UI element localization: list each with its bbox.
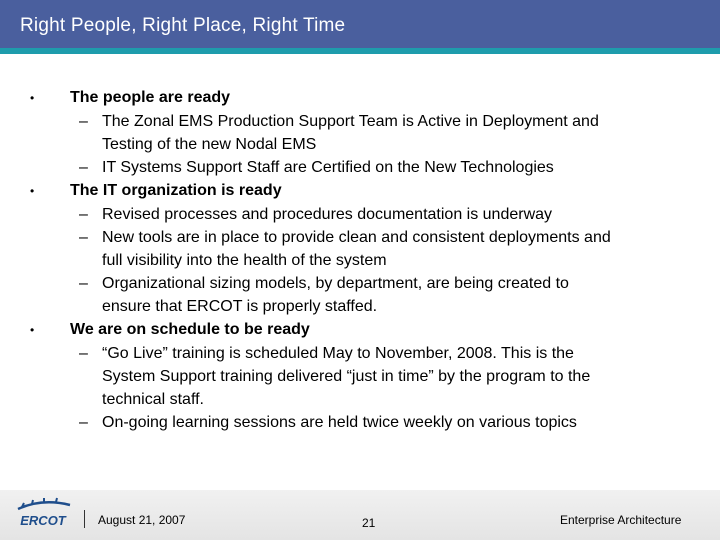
- sub-bullet-line: full visibility into the health of the system: [102, 252, 387, 269]
- sub-bullet: [79, 156, 692, 179]
- sub-bullet: [79, 226, 692, 272]
- footer-divider: [84, 510, 85, 528]
- slide-title: Right People, Right Place, Right Time: [20, 15, 346, 36]
- sub-bullet-line: technical staff.: [102, 391, 204, 408]
- title-accent-line: [0, 48, 720, 54]
- bullet-text: The IT organization is ready: [70, 182, 282, 199]
- sub-bullet-line: System Support training delivered “just in time” by the program to the: [102, 368, 591, 385]
- title-bar: [0, 0, 720, 48]
- bullet-1: [0, 86, 720, 110]
- slide-content: [0, 86, 720, 434]
- bullet-dot-icon: •: [30, 184, 35, 198]
- sub-bullet: [79, 342, 692, 411]
- sub-bullet: [79, 203, 692, 226]
- dash-icon: –: [79, 345, 88, 362]
- dash-icon: –: [79, 113, 88, 130]
- ercot-logo: [12, 496, 74, 530]
- sub-bullet: [79, 411, 692, 434]
- sub-bullet-line: IT Systems Support Staff are Certified on the New Technologies: [102, 159, 554, 176]
- page-number: 21: [362, 516, 376, 530]
- dash-icon: –: [79, 229, 88, 246]
- sub-bullet: [79, 110, 692, 156]
- bullet-2: [0, 179, 720, 203]
- footer-date: August 21, 2007: [98, 513, 186, 527]
- bullet-dot-icon: •: [30, 91, 35, 105]
- sub-bullet-line: ensure that ERCOT is properly staffed.: [102, 298, 378, 315]
- dash-icon: –: [79, 206, 88, 223]
- slide-footer: [0, 490, 720, 540]
- dash-icon: –: [79, 275, 88, 292]
- sub-bullet-line: Revised processes and procedures documentation is underway: [102, 206, 553, 223]
- sub-bullet-line: Organizational sizing models, by department, are being created to: [102, 275, 569, 292]
- logo-text: ERCOT: [20, 513, 66, 528]
- bullet-3: [0, 318, 720, 342]
- footer-department: Enterprise Architecture: [560, 513, 682, 527]
- bullet-text: We are on schedule to be ready: [70, 321, 310, 338]
- sub-bullet-line: New tools are in place to provide clean and consistent deployments and: [102, 229, 611, 246]
- sub-bullet: [79, 272, 692, 318]
- sub-bullet-line: The Zonal EMS Production Support Team is Active in Deployment and: [102, 113, 599, 130]
- sub-bullet-line: Testing of the new Nodal EMS: [102, 136, 317, 153]
- bullet-text: The people are ready: [70, 89, 231, 106]
- dash-icon: –: [79, 414, 88, 431]
- dash-icon: –: [79, 159, 88, 176]
- sub-bullet-line: “Go Live” training is scheduled May to November, 2008. This is the: [102, 345, 574, 362]
- sub-bullet-line: On-going learning sessions are held twice weekly on various topics: [102, 414, 577, 431]
- bullet-dot-icon: •: [30, 323, 35, 337]
